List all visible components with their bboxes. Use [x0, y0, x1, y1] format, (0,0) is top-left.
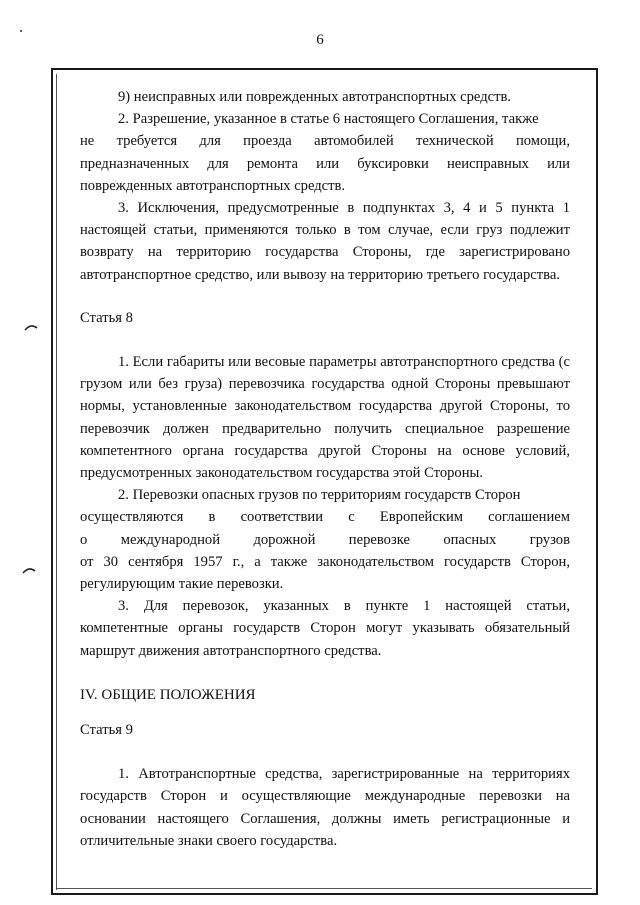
word: соглашением — [488, 509, 570, 526]
article-8-paragraph-2-line-3 — [80, 529, 570, 551]
document-body — [80, 86, 570, 852]
word: требуется — [116, 133, 178, 150]
article-8-paragraph-2-rest: от 30 сентября 1957 г., а также законодательством государств Сторон, регулирующим такие перевозки. — [80, 553, 570, 593]
word: перевозке — [348, 531, 410, 548]
paragraph-2-line-2 — [80, 130, 570, 152]
article-8-title: Статья 8 — [80, 309, 133, 326]
article-8-paragraph-2-line-1: 2. Перевозки опасных грузов по территориям государств Сторон — [118, 487, 521, 504]
article-8-paragraph-1: 1. Если габариты или весовые параметры автотранспортного средства (с грузом или без груза) перевозчика государства одной Стороны превышают нормы, установленные законодательством государства другой Стороны, то перевозчик должен предварительно получить специальное разрешение компетентного органа государства другой Стороны на основе условий, предусмотренных законодательством государства этой Стороны. — [80, 354, 570, 482]
word: осуществляются — [80, 509, 184, 526]
article-9-title: Статья 9 — [80, 722, 133, 739]
word: опасных — [443, 531, 497, 548]
article-8-paragraph-2-line-2 — [80, 506, 570, 528]
word: Европейским — [379, 509, 463, 526]
word: технической — [415, 133, 494, 150]
paragraph-3: 3. Исключения, предусмотренные в подпунктах 3, 4 и 5 пункта 1 настоящей статьи, применяются только в том случае, если груз подлежит возврату на территорию государства Стороны, где зарегистрировано автотранспортное средство, или вывозу на территорию третьего государства. — [80, 200, 570, 283]
paragraph-2-rest: предназначенных для ремонта или буксировки неисправных или поврежденных автотранспортных средств. — [80, 155, 570, 194]
word: о — [80, 531, 88, 548]
word: в — [208, 509, 216, 526]
margin-mark-icon — [22, 565, 36, 575]
word: для — [199, 133, 221, 150]
page-number: 6 — [316, 32, 324, 48]
margin-mark-icon — [24, 322, 38, 332]
paragraph-2-line-1: 2. Разрешение, указанное в статье 6 настоящего Соглашения, также — [118, 111, 539, 128]
page-frame-inner-left — [56, 74, 57, 890]
scan-speck — [20, 30, 22, 32]
word: грузов — [529, 531, 570, 548]
word: помощи, — [515, 133, 570, 150]
article-8-paragraph-3: 3. Для перевозок, указанных в пункте 1 настоящей статьи, компетентные органы государств Сторон могут указывать обязательный маршрут движения автотранспортного средства. — [80, 598, 570, 659]
word: дорожной — [253, 531, 316, 548]
word: не — [80, 133, 95, 150]
word: проезда — [243, 133, 292, 150]
section-4-title: IV. ОБЩИЕ ПОЛОЖЕНИЯ — [80, 686, 256, 703]
word: международной — [120, 531, 221, 548]
word: соответствии — [240, 509, 324, 526]
word: с — [348, 509, 355, 526]
paragraph-item-9: 9) неисправных или поврежденных автотранспортных средств. — [118, 89, 512, 105]
page-frame-inner-bottom — [56, 888, 592, 889]
article-9-paragraph-1: 1. Автотранспортные средства, зарегистрированные на территориях государств Сторон и осуществляющие международные перевозки на основании настоящего Соглашения, должны иметь регистрационные и отличительные знаки своего государства. — [80, 766, 570, 849]
word: автомобилей — [314, 133, 394, 150]
